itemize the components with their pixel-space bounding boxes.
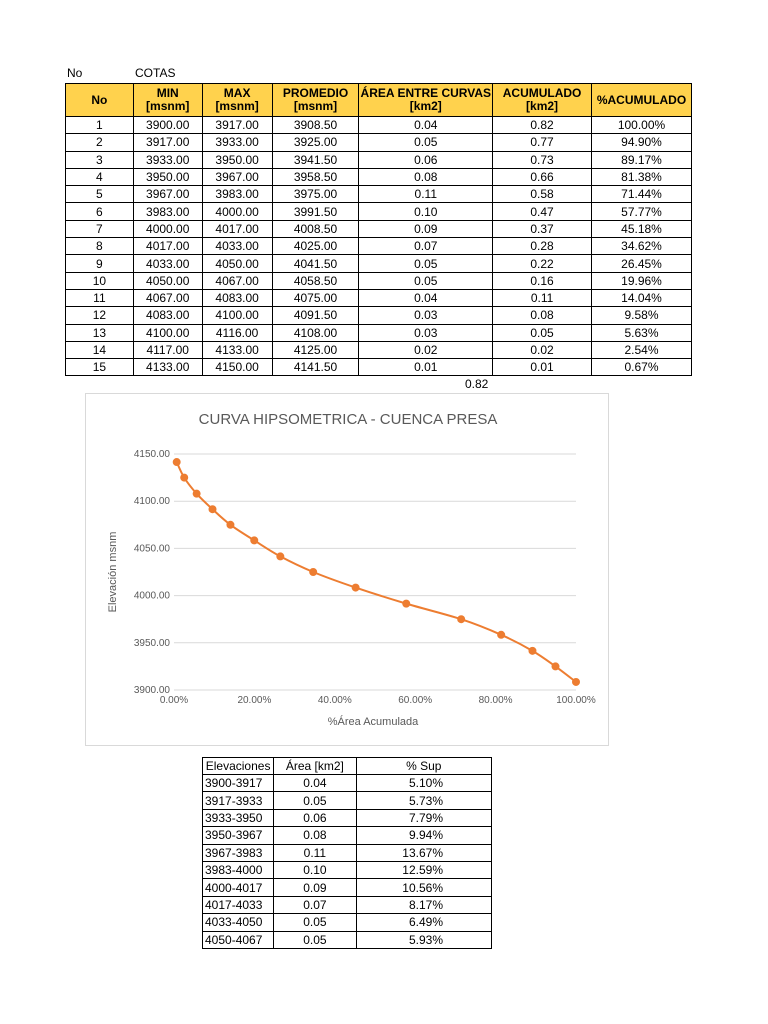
table-cell: 0.05 bbox=[359, 272, 493, 289]
table-cell: 0.05 bbox=[274, 914, 356, 931]
data-point bbox=[251, 537, 258, 544]
y-tick-label: 3950.00 bbox=[133, 637, 170, 649]
table-cell: 0.05 bbox=[493, 324, 592, 341]
table-cell: 4017-4033 bbox=[203, 896, 274, 913]
table-cell: 0.01 bbox=[493, 359, 592, 376]
table-row bbox=[203, 809, 492, 826]
data-point bbox=[181, 474, 188, 481]
table-cell: 5.93% bbox=[356, 931, 491, 948]
table-cell: 3900.00 bbox=[133, 117, 202, 134]
table-cell: 4050.00 bbox=[202, 255, 272, 272]
column-header: % Sup bbox=[356, 758, 491, 775]
table-cell: 0.03 bbox=[359, 307, 493, 324]
table-cell: 3925.00 bbox=[272, 134, 359, 151]
table-cell: 81.38% bbox=[592, 168, 692, 185]
table-cell: 3933.00 bbox=[133, 151, 202, 168]
table-cell: 12 bbox=[66, 307, 134, 324]
table-cell: 4116.00 bbox=[202, 324, 272, 341]
table-cell: 3917-3933 bbox=[203, 792, 274, 809]
table-cell: 4033-4050 bbox=[203, 914, 274, 931]
table-cell: 0.11 bbox=[274, 844, 356, 861]
secondary-table-body bbox=[203, 775, 492, 949]
table-cell: 3983.00 bbox=[133, 203, 202, 220]
x-tick-label: 80.00% bbox=[478, 695, 513, 706]
table-cell: 7.79% bbox=[356, 809, 491, 826]
table-cell: 6.49% bbox=[356, 914, 491, 931]
table-cell: 12.59% bbox=[356, 861, 491, 878]
table-cell: 3933.00 bbox=[202, 134, 272, 151]
hypsometric-chart bbox=[85, 393, 609, 746]
table-cell: 0.05 bbox=[274, 931, 356, 948]
y-axis-title: Elevación msnm bbox=[107, 531, 119, 613]
table-row bbox=[66, 151, 692, 168]
table-cell: 0.04 bbox=[274, 775, 356, 792]
table-cell: 0.09 bbox=[359, 220, 493, 237]
column-header: Área [km2] bbox=[274, 758, 356, 775]
table-cell: 4050.00 bbox=[133, 272, 202, 289]
column-header: ACUMULADO [km2] bbox=[493, 84, 592, 117]
table-row bbox=[203, 861, 492, 878]
table-cell: 4100.00 bbox=[133, 324, 202, 341]
table-cell: 0.11 bbox=[493, 289, 592, 306]
table-cell: 4133.00 bbox=[202, 341, 272, 358]
table-cell: 14.04% bbox=[592, 289, 692, 306]
table-cell: 4033.00 bbox=[133, 255, 202, 272]
table-cell: 8 bbox=[66, 238, 134, 255]
table-cell: 4041.50 bbox=[272, 255, 359, 272]
data-point bbox=[529, 647, 536, 654]
table-row bbox=[66, 341, 692, 358]
table-cell: 0.06 bbox=[359, 151, 493, 168]
table-cell: 6 bbox=[66, 203, 134, 220]
table-cell: 11 bbox=[66, 289, 134, 306]
chart-title: CURVA HIPSOMETRICA - CUENCA PRESA bbox=[198, 411, 498, 428]
table-cell: 0.08 bbox=[493, 307, 592, 324]
table-cell: 4150.00 bbox=[202, 359, 272, 376]
table-cell: 14 bbox=[66, 341, 134, 358]
table-cell: 4100.00 bbox=[202, 307, 272, 324]
table-cell: 0.73 bbox=[493, 151, 592, 168]
table-cell: 0.01 bbox=[359, 359, 493, 376]
table-cell: 4033.00 bbox=[202, 238, 272, 255]
cotas-label: COTAS bbox=[135, 66, 176, 80]
table-cell: 19.96% bbox=[592, 272, 692, 289]
table-cell: 0.58 bbox=[493, 186, 592, 203]
table-cell: 0.07 bbox=[359, 238, 493, 255]
table-cell: 3941.50 bbox=[272, 151, 359, 168]
table-cell: 0.05 bbox=[274, 792, 356, 809]
table-row bbox=[66, 272, 692, 289]
table-cell: 0.16 bbox=[493, 272, 592, 289]
column-header: Elevaciones bbox=[203, 758, 274, 775]
table-cell: 4000.00 bbox=[133, 220, 202, 237]
table-row bbox=[66, 359, 692, 376]
data-point bbox=[498, 631, 505, 638]
table-cell: 3 bbox=[66, 151, 134, 168]
table-cell: 9 bbox=[66, 255, 134, 272]
chart-svg bbox=[86, 394, 610, 747]
table-cell: 4083.00 bbox=[202, 289, 272, 306]
table-cell: 4083.00 bbox=[133, 307, 202, 324]
table-cell: 5.73% bbox=[356, 792, 491, 809]
table-row bbox=[203, 844, 492, 861]
table-cell: 3983-4000 bbox=[203, 861, 274, 878]
table-row bbox=[66, 168, 692, 185]
table-cell: 0.47 bbox=[493, 203, 592, 220]
table-cell: 0.05 bbox=[359, 255, 493, 272]
x-tick-label: 0.00% bbox=[159, 695, 189, 706]
table-cell: 4108.00 bbox=[272, 324, 359, 341]
column-header: MAX [msnm] bbox=[202, 84, 272, 117]
table-cell: 45.18% bbox=[592, 220, 692, 237]
column-header: ÁREA ENTRE CURVAS [km2] bbox=[359, 84, 493, 117]
x-axis-title: %Área Acumulada bbox=[327, 716, 419, 728]
y-tick-label: 4100.00 bbox=[133, 496, 170, 508]
table-cell: 3975.00 bbox=[272, 186, 359, 203]
table-row bbox=[66, 238, 692, 255]
table-cell: 15 bbox=[66, 359, 134, 376]
table-cell: 9.94% bbox=[356, 827, 491, 844]
table-cell: 3900-3917 bbox=[203, 775, 274, 792]
y-tick-label: 4000.00 bbox=[133, 590, 170, 602]
data-point bbox=[173, 459, 180, 466]
data-point bbox=[573, 678, 580, 685]
table-cell: 4008.50 bbox=[272, 220, 359, 237]
table-cell: 4075.00 bbox=[272, 289, 359, 306]
table-cell: 5.10% bbox=[356, 775, 491, 792]
table-cell: 0.22 bbox=[493, 255, 592, 272]
table-cell: 13 bbox=[66, 324, 134, 341]
table-row bbox=[66, 289, 692, 306]
table-cell: 3967.00 bbox=[133, 186, 202, 203]
table-cell: 0.66 bbox=[493, 168, 592, 185]
table-cell: 4000-4017 bbox=[203, 879, 274, 896]
table-row bbox=[203, 896, 492, 913]
table-cell: 89.17% bbox=[592, 151, 692, 168]
table-cell: 94.90% bbox=[592, 134, 692, 151]
table-cell: 4141.50 bbox=[272, 359, 359, 376]
table-cell: 0.10 bbox=[359, 203, 493, 220]
table-row bbox=[203, 914, 492, 931]
table-body bbox=[66, 117, 692, 376]
y-tick-label: 4150.00 bbox=[133, 449, 170, 460]
table-cell: 4050-4067 bbox=[203, 931, 274, 948]
table-row bbox=[66, 186, 692, 203]
table-cell: 0.08 bbox=[359, 168, 493, 185]
table-cell: 0.06 bbox=[274, 809, 356, 826]
table-cell: 3950.00 bbox=[202, 151, 272, 168]
data-point bbox=[227, 521, 234, 528]
table-row bbox=[66, 117, 692, 134]
table-cell: 4091.50 bbox=[272, 307, 359, 324]
table-cell: 2.54% bbox=[592, 341, 692, 358]
table-cell: 3983.00 bbox=[202, 186, 272, 203]
table-cell: 0.37 bbox=[493, 220, 592, 237]
table-cell: 26.45% bbox=[592, 255, 692, 272]
table-cell: 3933-3950 bbox=[203, 809, 274, 826]
table-cell: 57.77% bbox=[592, 203, 692, 220]
table-cell: 3967.00 bbox=[202, 168, 272, 185]
x-tick-label: 40.00% bbox=[317, 695, 352, 706]
table-cell: 10 bbox=[66, 272, 134, 289]
table-cell: 0.77 bbox=[493, 134, 592, 151]
table-row bbox=[66, 324, 692, 341]
table-cell: 0.03 bbox=[359, 324, 493, 341]
table-cell: 3908.50 bbox=[272, 117, 359, 134]
data-point bbox=[193, 490, 200, 497]
data-point bbox=[458, 616, 465, 623]
table-cell: 4058.50 bbox=[272, 272, 359, 289]
elevation-area-table bbox=[202, 757, 492, 949]
table-cell: 71.44% bbox=[592, 186, 692, 203]
x-tick-label: 60.00% bbox=[398, 695, 433, 706]
table-cell: 5 bbox=[66, 186, 134, 203]
column-header: No bbox=[66, 84, 134, 117]
table-row bbox=[203, 827, 492, 844]
data-point bbox=[310, 569, 317, 576]
series-line bbox=[177, 462, 576, 682]
column-header: %ACUMULADO bbox=[592, 84, 692, 117]
hypsometric-table bbox=[65, 83, 692, 376]
table-cell: 0.02 bbox=[359, 341, 493, 358]
table-cell: 0.09 bbox=[274, 879, 356, 896]
table-cell: 4117.00 bbox=[133, 341, 202, 358]
table-cell: 13.67% bbox=[356, 844, 491, 861]
table-cell: 0.08 bbox=[274, 827, 356, 844]
data-point bbox=[352, 584, 359, 591]
table-cell: 3917.00 bbox=[202, 117, 272, 134]
x-tick-label: 100.00% bbox=[556, 695, 596, 706]
table-cell: 0.02 bbox=[493, 341, 592, 358]
table-cell: 4017.00 bbox=[133, 238, 202, 255]
table-row bbox=[203, 931, 492, 948]
data-point bbox=[552, 663, 559, 670]
table-cell: 4000.00 bbox=[202, 203, 272, 220]
table-cell: 4125.00 bbox=[272, 341, 359, 358]
table-cell: 4067.00 bbox=[133, 289, 202, 306]
table-cell: 0.10 bbox=[274, 861, 356, 878]
secondary-header-row bbox=[203, 758, 492, 775]
table-cell: 0.67% bbox=[592, 359, 692, 376]
y-tick-label: 3900.00 bbox=[133, 685, 170, 696]
table-row bbox=[66, 307, 692, 324]
total-area-value: 0.82 bbox=[465, 377, 489, 391]
table-row bbox=[66, 255, 692, 272]
table-cell: 3917.00 bbox=[133, 134, 202, 151]
table-cell: 1 bbox=[66, 117, 134, 134]
table-cell: 4 bbox=[66, 168, 134, 185]
table-cell: 0.07 bbox=[274, 896, 356, 913]
x-tick-label: 20.00% bbox=[237, 695, 272, 706]
table-cell: 4025.00 bbox=[272, 238, 359, 255]
table-cell: 3958.50 bbox=[272, 168, 359, 185]
table-cell: 100.00% bbox=[592, 117, 692, 134]
table-cell: 7 bbox=[66, 220, 134, 237]
table-cell: 4067.00 bbox=[202, 272, 272, 289]
table-row bbox=[66, 220, 692, 237]
column-header: MIN [msnm] bbox=[133, 84, 202, 117]
table-cell: 4133.00 bbox=[133, 359, 202, 376]
table-row bbox=[66, 134, 692, 151]
table-cell: 0.28 bbox=[493, 238, 592, 255]
table-cell: 34.62% bbox=[592, 238, 692, 255]
table-cell: 0.11 bbox=[359, 186, 493, 203]
table-cell: 0.82 bbox=[493, 117, 592, 134]
no-label: No bbox=[67, 66, 83, 80]
table-row bbox=[66, 203, 692, 220]
table-cell: 5.63% bbox=[592, 324, 692, 341]
data-point bbox=[277, 553, 284, 560]
table-cell: 0.05 bbox=[359, 134, 493, 151]
table-cell: 0.04 bbox=[359, 289, 493, 306]
table-cell: 3950-3967 bbox=[203, 827, 274, 844]
column-header: PROMEDIO [msnm] bbox=[272, 84, 359, 117]
table-cell: 4017.00 bbox=[202, 220, 272, 237]
data-point bbox=[209, 506, 216, 513]
table-row bbox=[203, 775, 492, 792]
table-cell: 8.17% bbox=[356, 896, 491, 913]
table-row bbox=[203, 879, 492, 896]
y-tick-label: 4050.00 bbox=[133, 543, 170, 555]
table-cell: 10.56% bbox=[356, 879, 491, 896]
table-cell: 9.58% bbox=[592, 307, 692, 324]
data-point bbox=[403, 600, 410, 607]
table-header-row bbox=[66, 84, 692, 117]
table-cell: 3950.00 bbox=[133, 168, 202, 185]
table-cell: 3967-3983 bbox=[203, 844, 274, 861]
table-cell: 2 bbox=[66, 134, 134, 151]
table-cell: 0.04 bbox=[359, 117, 493, 134]
table-row bbox=[203, 792, 492, 809]
table-cell: 3991.50 bbox=[272, 203, 359, 220]
